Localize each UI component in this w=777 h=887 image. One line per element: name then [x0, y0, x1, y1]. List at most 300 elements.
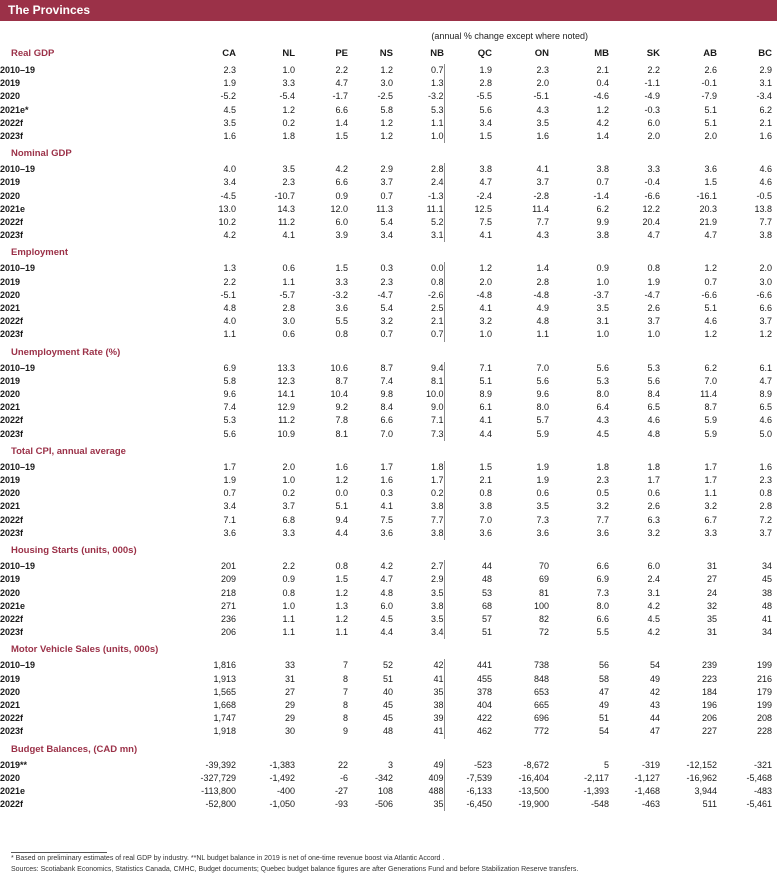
cell-nb: 3.1 — [393, 229, 444, 242]
cell-nb: 2.7 — [393, 560, 444, 573]
table-row — [0, 428, 777, 441]
cell-ns: 3.6 — [380, 527, 393, 538]
cell-sk: 54 — [649, 660, 660, 671]
cell-ns: 1.2 — [380, 131, 393, 142]
cell-ab: 223 — [701, 673, 717, 684]
row-label: 2020 — [0, 91, 21, 102]
cell-qc: 0.8 — [479, 488, 492, 499]
row-pad — [772, 600, 777, 613]
cell-nb: 35 — [393, 686, 444, 699]
cell-on: 81 — [538, 587, 549, 598]
cell-mb: 3.6 — [596, 527, 609, 538]
cell-on: 4.9 — [536, 303, 549, 314]
cell-on: 69 — [538, 574, 549, 585]
cell-pe: 1.5 — [335, 131, 348, 142]
cell-sk: 0.6 — [647, 488, 660, 499]
cell-ab: 4.6 — [704, 316, 717, 327]
cell-mb: 5.3 — [596, 375, 609, 386]
cell-qc: 57 — [481, 613, 492, 624]
cell-nb: 7.7 — [393, 514, 444, 527]
cell-qc: 7.1 — [479, 362, 492, 373]
section-header: Motor Vehicle Sales (units, 000s) — [11, 644, 159, 656]
cell-bc: 41 — [761, 613, 772, 624]
cell-ca: 206 — [220, 627, 236, 638]
cell-ab: 0.7 — [704, 276, 717, 287]
cell-on: -19,900 — [518, 799, 549, 810]
cell-ab: 3,944 — [694, 785, 717, 796]
table-row — [0, 276, 777, 289]
cell-ab: 8.7 — [704, 402, 717, 413]
cell-qc: 48 — [481, 574, 492, 585]
cell-on: 7.7 — [536, 217, 549, 228]
cell-sk: 4.7 — [647, 230, 660, 241]
table-row — [0, 104, 777, 117]
table-row — [0, 785, 777, 798]
row-pad — [772, 328, 777, 341]
row-label: 2019 — [0, 276, 21, 287]
cell-sk: 1.0 — [647, 329, 660, 340]
cell-sk: 2.2 — [647, 65, 660, 75]
row-pad — [772, 302, 777, 315]
cell-ab: 1.2 — [704, 329, 717, 340]
cell-ca: 5.8 — [223, 375, 236, 386]
cell-pe: 0.0 — [335, 488, 348, 499]
cell-on: 1.4 — [536, 263, 549, 274]
cell-mb: 8.0 — [596, 389, 609, 400]
cell-pe: 4.4 — [335, 527, 348, 538]
cell-ca: 1,913 — [213, 673, 236, 684]
cell-ab: 21.9 — [699, 217, 717, 228]
table-row — [0, 759, 777, 772]
cell-bc: 2.9 — [759, 65, 772, 75]
cell-bc: 3.7 — [759, 316, 772, 327]
row-pad — [772, 216, 777, 229]
cell-bc: 1.2 — [759, 329, 772, 340]
cell-sk: 4.2 — [647, 600, 660, 611]
cell-mb: 9.9 — [596, 217, 609, 228]
table-row — [0, 229, 777, 242]
row-label: 2019 — [0, 375, 21, 386]
table-row — [0, 725, 777, 738]
cell-sk: 1.9 — [647, 276, 660, 287]
table-row — [0, 328, 777, 341]
row-label: 2019 — [0, 177, 21, 188]
row-label: 2019 — [0, 475, 21, 486]
cell-sk: 6.0 — [647, 561, 660, 572]
cell-on: 665 — [533, 699, 549, 710]
cell-pe: 9.2 — [335, 402, 348, 413]
cell-qc: -523 — [473, 759, 492, 770]
table-row — [0, 514, 777, 527]
cell-sk: 4.6 — [647, 415, 660, 426]
cell-pe: 8 — [342, 713, 348, 724]
table-row — [0, 117, 777, 130]
cell-nl: 27 — [284, 686, 295, 697]
table-row — [0, 686, 777, 699]
row-pad — [772, 487, 777, 500]
row-pad — [772, 772, 777, 785]
cell-mb: 3.8 — [596, 230, 609, 241]
cell-nb: 49 — [393, 759, 444, 772]
cell-sk: -4.9 — [644, 91, 660, 102]
cell-ns: 6.0 — [380, 600, 393, 611]
cell-sk: 6.3 — [647, 514, 660, 525]
cell-ca: 3.4 — [223, 177, 236, 188]
table-row — [0, 262, 777, 275]
cell-qc: 1.2 — [479, 263, 492, 274]
cell-ca: 1,565 — [213, 686, 236, 697]
cell-mb: -4.6 — [593, 91, 609, 102]
table-row — [0, 375, 777, 388]
cell-sk: 1.7 — [647, 475, 660, 486]
cell-ns: 45 — [382, 699, 393, 710]
table-row — [0, 401, 777, 414]
cell-ns: 1.7 — [380, 461, 393, 472]
cell-pe: 10.6 — [330, 362, 348, 373]
cell-qc: 6.1 — [479, 402, 492, 413]
row-pad — [772, 190, 777, 203]
cell-ab: 31 — [706, 627, 717, 638]
cell-nl: 0.9 — [282, 574, 295, 585]
section-header-row — [0, 443, 777, 461]
cell-ca: 6.9 — [223, 362, 236, 373]
row-label: 2023f — [0, 329, 24, 340]
row-pad — [772, 428, 777, 441]
cell-pe: 8.1 — [335, 428, 348, 439]
cell-ca: 4.8 — [223, 303, 236, 314]
cell-pe: 0.9 — [335, 190, 348, 201]
row-label: 2021 — [0, 501, 21, 512]
cell-nb: 2.5 — [393, 302, 444, 315]
cell-ca: 13.0 — [218, 203, 236, 214]
cell-ca: 7.4 — [223, 402, 236, 413]
cell-sk: 2.6 — [647, 501, 660, 512]
cell-on: 3.6 — [536, 527, 549, 538]
cell-ab: 5.9 — [704, 415, 717, 426]
cell-on: 7.0 — [536, 362, 549, 373]
cell-nl: 11.2 — [278, 415, 295, 426]
row-label: 2023f — [0, 527, 24, 538]
cell-qc: 441 — [476, 660, 492, 671]
cell-nb: 7.1 — [393, 414, 444, 427]
cell-ns: 3.0 — [380, 78, 393, 89]
cell-sk: 8.4 — [647, 389, 660, 400]
row-pad — [772, 203, 777, 216]
cell-nl: 29 — [284, 699, 295, 710]
cell-ca: 4.0 — [223, 316, 236, 327]
cell-on: 653 — [533, 686, 549, 697]
cell-on: 1.1 — [536, 329, 549, 340]
row-label: 2020 — [0, 772, 21, 783]
cell-nb: 35 — [393, 798, 444, 811]
cell-sk: -463 — [641, 799, 660, 810]
cell-mb: 56 — [598, 660, 609, 671]
row-pad — [772, 785, 777, 798]
cell-nl: 2.3 — [282, 177, 295, 188]
cell-on: -13,500 — [518, 785, 549, 796]
row-label: 2022f — [0, 799, 24, 810]
cell-pe: 22 — [337, 759, 348, 770]
cell-on: 1.6 — [536, 131, 549, 142]
cell-pe: 3.3 — [335, 276, 348, 287]
row-pad — [772, 229, 777, 242]
table-row — [0, 90, 777, 103]
cell-mb: 1.0 — [596, 329, 609, 340]
column-header-nb: NB — [430, 48, 444, 59]
cell-pe: 0.8 — [335, 561, 348, 572]
cell-nb: -3.2 — [393, 90, 444, 103]
cell-sk: 3.7 — [647, 316, 660, 327]
cell-mb: 6.6 — [596, 613, 609, 624]
cell-mb: -1.4 — [593, 190, 609, 201]
cell-qc: 3.6 — [479, 527, 492, 538]
table-row — [0, 163, 777, 176]
cell-bc: 4.6 — [759, 164, 772, 175]
cell-on: 696 — [533, 713, 549, 724]
row-label: 2021 — [0, 402, 21, 413]
cell-nb: 11.1 — [393, 203, 444, 216]
cell-on: 772 — [533, 726, 549, 737]
row-label: 2021e* — [0, 104, 29, 115]
row-pad — [772, 659, 777, 672]
cell-nb: 39 — [393, 712, 444, 725]
cell-ca: 3.6 — [223, 527, 236, 538]
cell-bc: 34 — [761, 627, 772, 638]
cell-ab: -0.1 — [701, 78, 717, 89]
cell-nl: 1.1 — [282, 613, 295, 624]
cell-pe: 1.3 — [335, 600, 348, 611]
cell-qc: 3.8 — [479, 501, 492, 512]
row-label: 2010–19 — [0, 461, 36, 472]
cell-sk: 4.2 — [647, 627, 660, 638]
title-bar — [0, 0, 777, 21]
cell-pe: 8 — [342, 673, 348, 684]
cell-qc: 44 — [481, 561, 492, 572]
cell-nl: 10.9 — [277, 428, 295, 439]
cell-nb: 41 — [393, 725, 444, 738]
cell-bc: -3.4 — [756, 91, 772, 102]
cell-on: 4.8 — [536, 316, 549, 327]
row-pad — [772, 362, 777, 375]
cell-nl: 1.0 — [282, 65, 295, 75]
cell-ns: 0.7 — [380, 329, 393, 340]
cell-sk: 42 — [649, 686, 660, 697]
table-body — [0, 64, 777, 811]
cell-ca: 2.2 — [223, 276, 236, 287]
cell-ab: 1.7 — [704, 475, 717, 486]
cell-bc: 199 — [756, 660, 772, 671]
cell-ns: 4.2 — [380, 561, 393, 572]
section-header-row — [0, 641, 777, 659]
section-header-row — [0, 145, 777, 163]
cell-mb: 6.4 — [596, 402, 609, 413]
cell-ns: 4.8 — [380, 587, 393, 598]
cell-sk: 3.1 — [647, 587, 660, 598]
cell-ns: 7.0 — [380, 428, 393, 439]
cell-pe: 1.6 — [335, 461, 348, 472]
table-row — [0, 573, 777, 586]
cell-sk: 5.3 — [647, 362, 660, 373]
cell-ns: 3.2 — [380, 316, 393, 327]
cell-nb: 1.1 — [393, 117, 444, 130]
cell-ns: 0.3 — [380, 263, 393, 274]
cell-pe: 1.4 — [335, 117, 348, 128]
cell-qc: -6,133 — [466, 785, 492, 796]
row-pad — [772, 130, 777, 143]
cell-ns: 3.4 — [380, 230, 393, 241]
cell-pe: 1.2 — [335, 613, 348, 624]
cell-ns: 5.4 — [380, 217, 393, 228]
cell-mb: 1.0 — [596, 276, 609, 287]
cell-qc: 4.1 — [479, 303, 492, 314]
cell-ab: 6.7 — [704, 514, 717, 525]
cell-nl: 1.0 — [282, 600, 295, 611]
cell-ca: 4.2 — [223, 230, 236, 241]
row-label: 2010–19 — [0, 263, 36, 274]
cell-qc: 7.0 — [479, 514, 492, 525]
cell-ab: 32 — [706, 600, 717, 611]
cell-nl: -5.7 — [279, 289, 295, 300]
cell-bc: 2.0 — [759, 263, 772, 274]
cell-ca: -113,800 — [201, 785, 236, 796]
cell-pe: -3.2 — [332, 289, 348, 300]
cell-ca: 1.6 — [223, 131, 236, 142]
cell-nb: 38 — [393, 699, 444, 712]
row-label: 2020 — [0, 686, 21, 697]
row-pad — [772, 725, 777, 738]
cell-on: 11.4 — [532, 203, 549, 214]
cell-ns: -2.5 — [377, 91, 393, 102]
cell-bc: 4.6 — [759, 177, 772, 188]
cell-nb: 3.5 — [393, 587, 444, 600]
cell-ca: 1,668 — [213, 699, 236, 710]
cell-nl: 30 — [284, 726, 295, 737]
cell-mb: 5.5 — [596, 627, 609, 638]
cell-nb: 41 — [393, 673, 444, 686]
cell-bc: 7.2 — [759, 514, 772, 525]
cell-on: -4.8 — [533, 289, 549, 300]
row-pad — [772, 315, 777, 328]
row-pad — [772, 90, 777, 103]
cell-bc: 2.3 — [759, 475, 772, 486]
column-header-qc: QC — [477, 48, 492, 59]
cell-sk: -0.4 — [644, 177, 660, 188]
cell-nb: 3.8 — [393, 500, 444, 513]
cell-nl: 14.1 — [277, 389, 295, 400]
cell-ca: -5.2 — [220, 91, 236, 102]
cell-qc: -4.8 — [476, 289, 492, 300]
row-label: 2022f — [0, 514, 24, 525]
cell-on: 5.6 — [536, 375, 549, 386]
cell-bc: -483 — [753, 785, 772, 796]
row-label: 2023f — [0, 627, 24, 638]
cell-ns: 40 — [382, 686, 393, 697]
cell-nl: 11.2 — [278, 217, 295, 228]
cell-sk: -1.1 — [644, 78, 660, 89]
cell-ns: 7.4 — [380, 375, 393, 386]
cell-on: 2.0 — [536, 78, 549, 89]
cell-ab: 3.6 — [704, 164, 717, 175]
row-pad — [772, 514, 777, 527]
cell-ns: 45 — [382, 713, 393, 724]
cell-nb: 2.1 — [393, 315, 444, 328]
cell-qc: 1.5 — [479, 461, 492, 472]
section-header-real-gdp: Real GDP — [11, 48, 55, 59]
cell-ns: 11.3 — [376, 203, 393, 214]
cell-sk: 47 — [649, 726, 660, 737]
cell-bc: 0.8 — [759, 488, 772, 499]
row-label: 2022f — [0, 316, 24, 327]
row-pad — [772, 176, 777, 189]
cell-nl: 3.7 — [282, 501, 295, 512]
cell-mb: 3.8 — [596, 164, 609, 175]
row-pad — [772, 686, 777, 699]
cell-on: -5.1 — [533, 91, 549, 102]
row-label: 2020 — [0, 488, 21, 499]
cell-ca: 3.5 — [223, 117, 236, 128]
cell-bc: 6.2 — [759, 104, 772, 115]
cell-nb: 9.0 — [393, 401, 444, 414]
row-pad — [772, 500, 777, 513]
cell-sk: 0.8 — [647, 263, 660, 274]
row-label: 2023f — [0, 428, 24, 439]
cell-ca: 4.5 — [223, 104, 236, 115]
cell-nb: 0.7 — [393, 328, 444, 341]
row-label: 2020 — [0, 389, 21, 400]
cell-ca: -39,392 — [205, 759, 236, 770]
cell-ns: 9.8 — [380, 389, 393, 400]
cell-ab: 20.3 — [699, 203, 717, 214]
cell-ab: 2.6 — [704, 65, 717, 75]
column-header-mb: MB — [594, 48, 609, 59]
cell-qc: -5.5 — [476, 91, 492, 102]
cell-mb: 3.5 — [596, 303, 609, 314]
cell-nl: -10.7 — [274, 190, 295, 201]
cell-sk: -319 — [641, 759, 660, 770]
cell-sk: 6.5 — [647, 402, 660, 413]
cell-bc: 3.0 — [759, 276, 772, 287]
row-pad — [772, 626, 777, 639]
section-header-row — [0, 244, 777, 262]
cell-ns: 51 — [382, 673, 393, 684]
column-header-sk: SK — [646, 48, 660, 59]
table-row — [0, 289, 777, 302]
cell-nl: 1.1 — [282, 276, 295, 287]
cell-ab: -6.6 — [701, 289, 717, 300]
cell-mb: -1,393 — [583, 785, 609, 796]
row-pad — [772, 587, 777, 600]
cell-ns: -4.7 — [377, 289, 393, 300]
cell-mb: 6.2 — [596, 203, 609, 214]
cell-on: 5.7 — [536, 415, 549, 426]
table-row — [0, 500, 777, 513]
cell-bc: 38 — [761, 587, 772, 598]
cell-pe: 4.7 — [335, 78, 348, 89]
cell-bc: 45 — [761, 574, 772, 585]
cell-on: 3.5 — [536, 501, 549, 512]
cell-ns: 5.4 — [380, 303, 393, 314]
cell-qc: 5.6 — [479, 104, 492, 115]
cell-on: 82 — [538, 613, 549, 624]
row-label: 2022f — [0, 117, 24, 128]
row-label: 2020 — [0, 587, 21, 598]
table-row — [0, 190, 777, 203]
cell-on: 7.3 — [536, 514, 549, 525]
cell-qc: 8.9 — [479, 389, 492, 400]
cell-ns: 5.8 — [380, 104, 393, 115]
cell-nb: 1.3 — [393, 77, 444, 90]
table-row — [0, 414, 777, 427]
